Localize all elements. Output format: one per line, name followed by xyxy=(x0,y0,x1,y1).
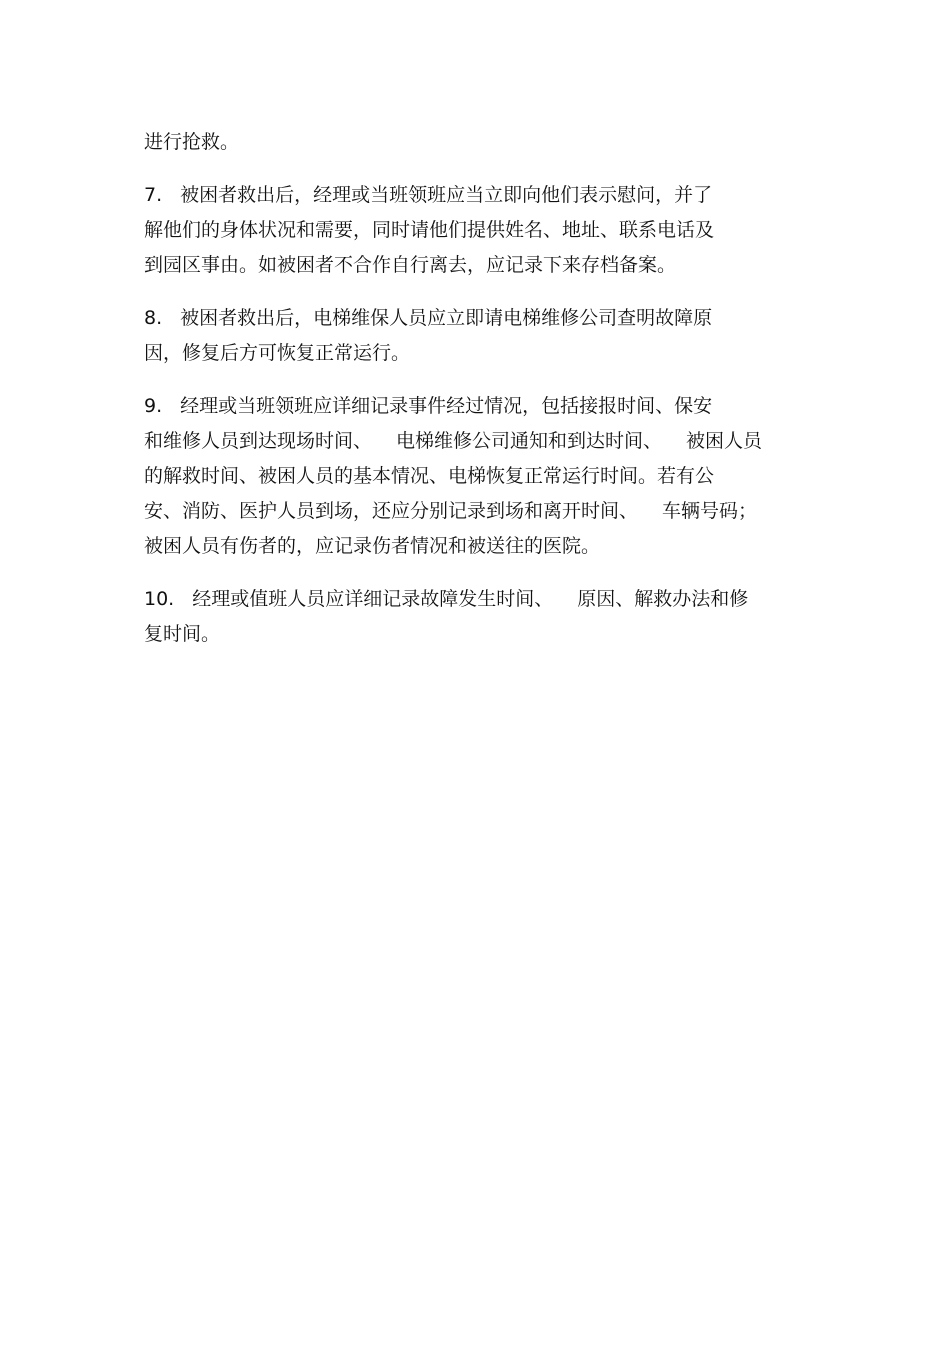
item-number: 8. xyxy=(144,307,163,329)
paragraph-item-8 xyxy=(144,301,809,371)
text-line: 解他们的身体状况和需要，同时请他们提供姓名、地址、联系电话及 xyxy=(144,219,715,241)
text-line: 的解救时间、被困人员的基本情况、电梯恢复正常运行时间。若有公 xyxy=(144,465,715,487)
text-line: 因，修复后方可恢复正常运行。 xyxy=(144,342,411,364)
document-body xyxy=(144,125,809,670)
paragraph-item-9 xyxy=(144,389,809,564)
text-line: 7. 被困者救出后，经理或当班领班应当立即向他们表示慰问，并了 xyxy=(144,184,713,206)
text-line: 到园区事由。如被困者不合作自行离去，应记录下来存档备案。 xyxy=(144,254,677,276)
paragraph-item-10 xyxy=(144,582,809,652)
paragraph-item-7 xyxy=(144,178,809,283)
text-line: 被困人员有伤者的，应记录伤者情况和被送往的医院。 xyxy=(144,535,601,557)
item-number: 7. xyxy=(144,184,163,206)
text-line: 和维修人员到达现场时间、 电梯维修公司通知和到达时间、 被困人员 xyxy=(144,430,763,452)
text-line: 安、消防、医护人员到场，还应分别记录到场和离开时间、 车辆号码； xyxy=(144,500,758,522)
item-number: 9. xyxy=(144,395,163,417)
text-line: 复时间。 xyxy=(144,623,221,645)
text-line: 9. 经理或当班领班应详细记录事件经过情况，包括接报时间、保安 xyxy=(144,395,713,417)
text-line: 10. 经理或值班人员应详细记录故障发生时间、 原因、解救办法和修 xyxy=(144,588,749,610)
item-number: 10. xyxy=(144,588,175,610)
paragraph-continuation xyxy=(144,125,809,160)
text-line: 进行抢救。 xyxy=(144,131,240,153)
text-line: 8. 被困者救出后，电梯维保人员应立即请电梯维修公司查明故障原 xyxy=(144,307,713,329)
